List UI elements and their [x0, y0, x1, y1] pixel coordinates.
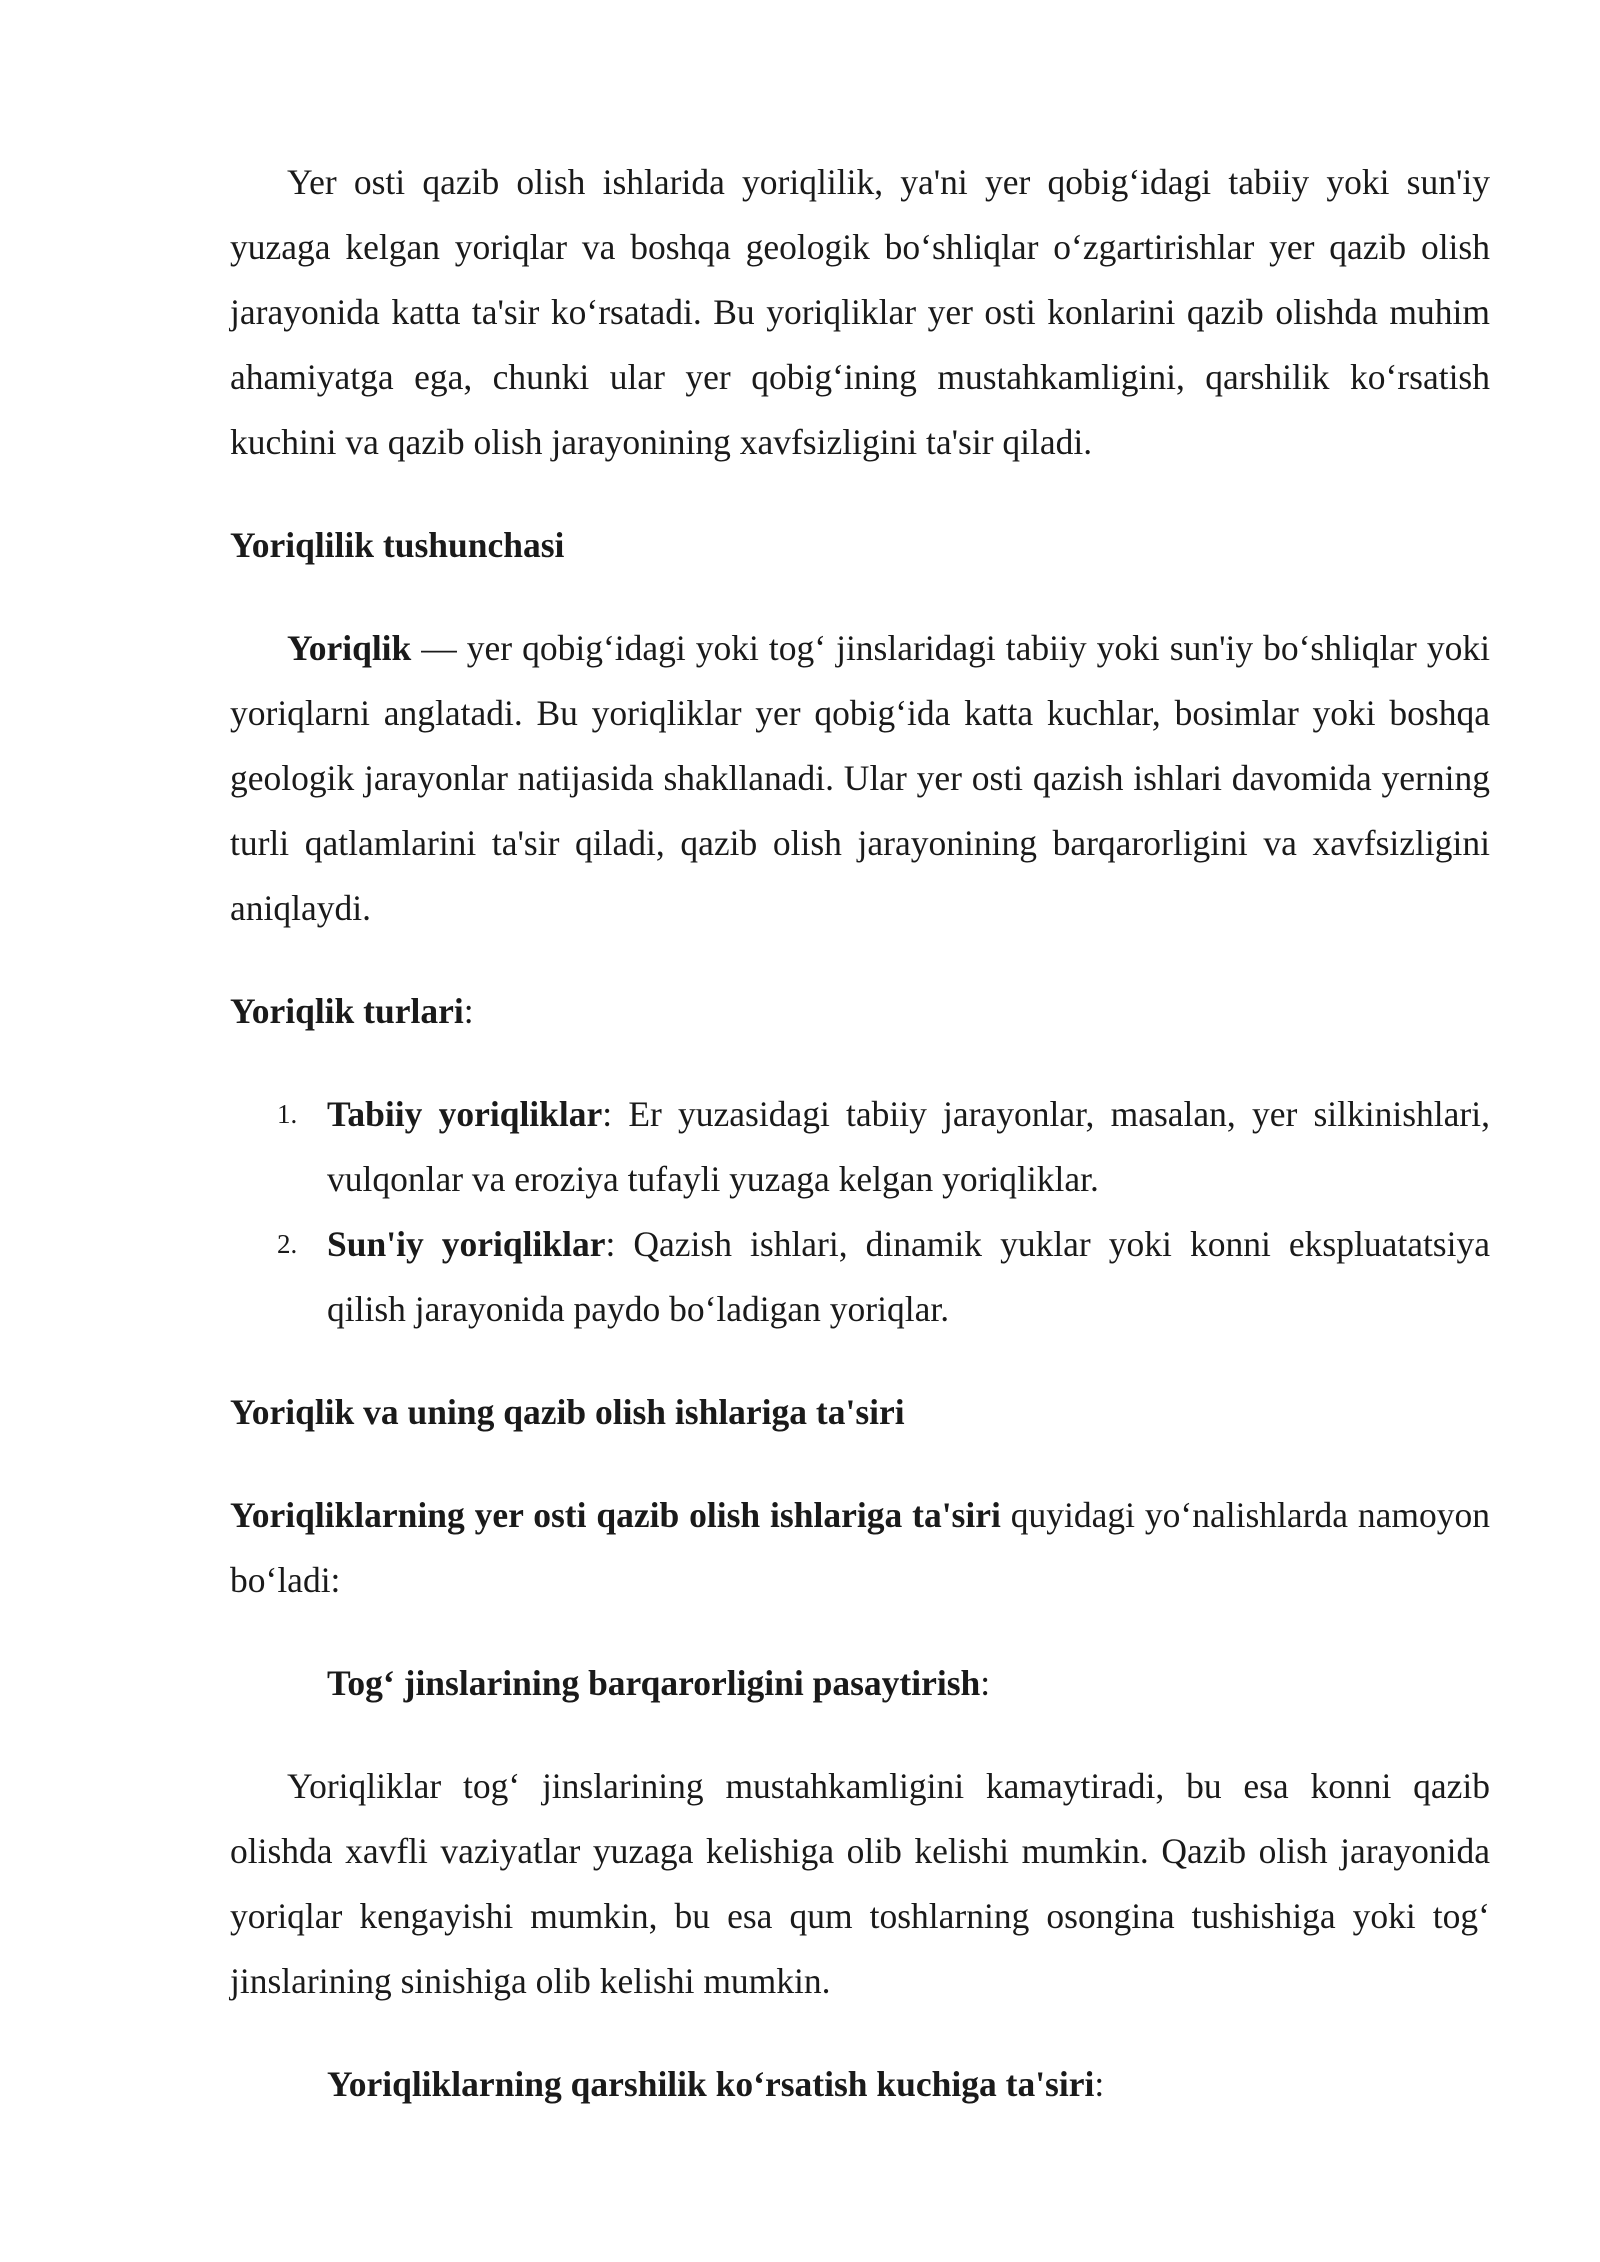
- subheading-barqarorlik: [327, 1651, 1490, 1716]
- definition-term: Yoriqlik: [287, 628, 412, 668]
- list-item-text: : Er yuzasidagi tabiiy jarayonlar, masalan, yer silkinishlari, vulqonlar va eroziya tufayli yuzaga kelgan yoriqliklar.: [327, 1094, 1490, 1199]
- barqarorlik-paragraph: Yoriqliklar tog‘ jinslarining mustahkamligini kamaytiradi, bu esa konni qazib olishda xavfli vaziyatlar yuzaga kelishiga olib kelishi mumkin. Qazib olish jarayonida yoriqlar kengayishi mumkin, bu esa qum toshlarning osongina tushishiga yoki tog‘ jinslarining sinishiga olib kelishi mumkin.: [230, 1766, 1490, 2001]
- lead-paragraph: [230, 1483, 1490, 1613]
- definition-paragraph: [230, 616, 1490, 941]
- list-item-number: 2.: [277, 1229, 298, 1259]
- section-heading-yoriqlilik-tushunchasi: Yoriqlilik tushunchasi: [230, 525, 565, 565]
- list-item-term: Tabiiy yoriqliklar: [327, 1094, 603, 1134]
- list-item: [277, 1212, 1490, 1342]
- section-heading-yoriqlik-turlari: [230, 979, 1490, 1044]
- subheading-text: Yoriqliklarning qarshilik ko‘rsatish kuchiga ta'siri: [327, 2064, 1095, 2104]
- definition-text: — yer qobig‘idagi yoki tog‘ jinslaridagi tabiiy yoki sun'iy bo‘shliqlar yoki yoriqlarni anglatadi. Bu yoriqliklar yer qobig‘ida katta kuchlar, bosimlar yoki boshqa geologik jarayonlar natijasida shakllanadi. Ular yer osti qazish ishlari davomida yerning turli qatlamlarini ta'sir qiladi, qazib olish jarayonining barqarorligini va xavfsizligini aniqlaydi.: [230, 628, 1490, 928]
- subheading-colon: :: [1094, 2064, 1105, 2104]
- subheading-colon: :: [980, 1663, 991, 1703]
- subheading-text: Tog‘ jinslarining barqarorligini pasaytirish: [327, 1663, 981, 1703]
- list-item: [277, 1082, 1490, 1212]
- section-heading-text: Yoriqlik turlari: [230, 991, 464, 1031]
- intro-paragraph: Yer osti qazib olish ishlarida yoriqlilik, ya'ni yer qobig‘idagi tabiiy yoki sun'iy yuzaga kelgan yoriqlar va boshqa geologik bo‘shliqlar o‘zgartirishlar yer qazib olish jarayonida katta ta'sir ko‘rsatadi. Bu yoriqliklar yer osti konlarini qazib olishda muhim ahamiyatga ega, chunki ular yer qobig‘ining mustahkamligini, qarshilik ko‘rsatish kuchini va qazib olish jarayonining xavfsizligini ta'sir qiladi.: [230, 162, 1490, 462]
- list-item-term: Sun'iy yoriqliklar: [327, 1224, 606, 1264]
- list-item-number: 1.: [277, 1099, 298, 1129]
- lead-text: quyidagi yo‘nalishlarda namoyon bo‘ladi:: [230, 1495, 1491, 1600]
- section-heading-tasiri: Yoriqlik va uning qazib olish ishlariga ta'siri: [230, 1392, 905, 1432]
- list-item-text: : Qazish ishlari, dinamik yuklar yoki konni ekspluatatsiya qilish jarayonida paydo bo‘ladigan yoriqlar.: [327, 1224, 1490, 1329]
- types-list: [230, 1082, 1490, 1342]
- lead-term: Yoriqliklarning yer osti qazib olish ishlariga ta'siri: [230, 1495, 1001, 1535]
- subheading-qarshilik: [327, 2052, 1490, 2117]
- heading-colon: :: [463, 991, 474, 1031]
